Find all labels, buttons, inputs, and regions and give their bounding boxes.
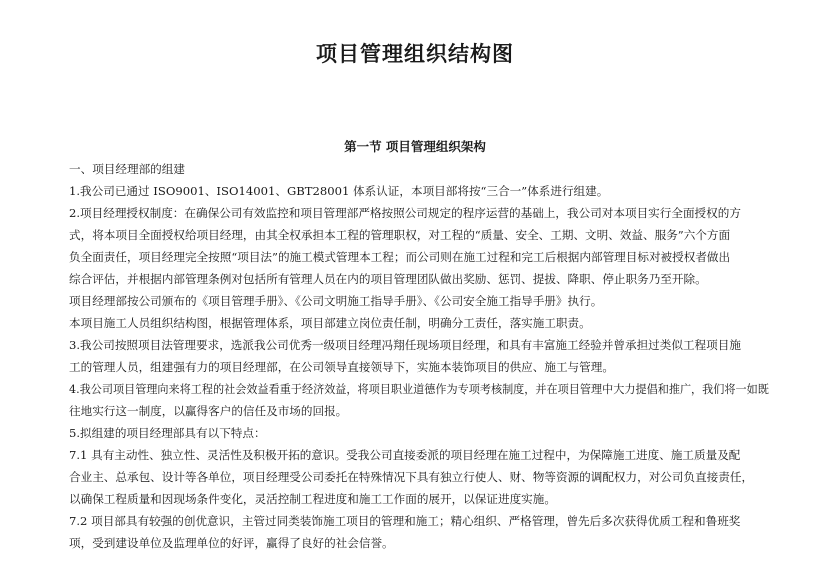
- paragraph-line: 4.我公司项目管理向来将工程的社会效益看重于经济效益，将项目职业道德作为专项考核制度，并在项目管理中大力提倡和推广，我们将一如既: [69, 382, 769, 396]
- paragraph-line: 综合评估，并根据内部管理条例对包括所有管理人员在内的项目管理团队做出奖励、惩罚、提拔、降职、停止职务乃至开除。: [69, 272, 707, 286]
- paragraph-line: 项目经理部按公司颁布的《项目管理手册》、《公司文明施工指导手册》、《公司安全施工指导手册》执行。: [69, 294, 603, 308]
- paragraph-line: 往地实行这一制度，以赢得客户的信任及市场的回报。: [69, 404, 348, 418]
- document-body: [69, 158, 769, 554]
- paragraph-line: 项，受到建设单位及监理单位的好评，赢得了良好的社会信誉。: [69, 536, 394, 550]
- paragraph-line: 一、项目经理部的组建: [69, 162, 185, 176]
- paragraph-line: 7.2 项目部具有较强的创优意识，主管过同类装饰施工项目的管理和施工；精心组织、严格管理，曾先后多次获得优质工程和鲁班奖: [69, 514, 741, 528]
- paragraph-line: 5.拟组建的项目经理部具有以下特点：: [69, 426, 266, 440]
- paragraph-line: 式，将本项目全面授权给项目经理，由其全权承担本工程的管理职权，对工程的“质量、安全、工期、文明、效益、服务”六个方面: [69, 228, 731, 242]
- paragraph-line: 合业主、总承包、设计等各单位，项目经理受公司委托在特殊情况下具有独立行使人、财、物等资源的调配权力，对公司负直接责任，: [69, 470, 754, 484]
- paragraph-line: 工的管理人员，组建强有力的项目经理部，在公司领导直接领导下，实施本装饰项目的供应、施工与管理。: [69, 360, 614, 374]
- paragraph-line: 3.我公司按照项目法管理要求，选派我公司优秀一级项目经理冯翔任现场项目经理，和具有丰富施工经验并曾承担过类似工程项目施: [69, 338, 741, 352]
- document-title: 项目管理组织结构图: [316, 41, 514, 66]
- section-title: 第一节 项目管理组织架构: [344, 139, 486, 154]
- paragraph-line: 2.项目经理授权制度：在确保公司有效监控和项目管理部严格按照公司规定的程序运营的基础上，我公司对本项目实行全面授权的方: [69, 206, 741, 220]
- paragraph-line: 负全面责任，项目经理完全按照“项目法”的施工模式管理本工程；而公司则在施工过程和完工后根据内部管理目标对被授权者做出: [69, 250, 731, 264]
- paragraph-line: 以确保工程质量和因现场条件变化，灵活控制工程进度和施工工作面的展开，以保证进度实施。: [69, 492, 556, 506]
- paragraph-line: 1.我公司已通过 ISO9001、ISO14001、GBT28001 体系认证，本项目部将按“三合一”体系进行组建。: [69, 184, 609, 198]
- paragraph-line: 本项目施工人员组织结构图，根据管理体系，项目部建立岗位责任制，明确分工责任，落实施工职责。: [69, 316, 591, 330]
- paragraph-line: 7.1 具有主动性、独立性、灵活性及积极开拓的意识。受我公司直接委派的项目经理在施工过程中，为保障施工进度、施工质量及配: [69, 448, 741, 462]
